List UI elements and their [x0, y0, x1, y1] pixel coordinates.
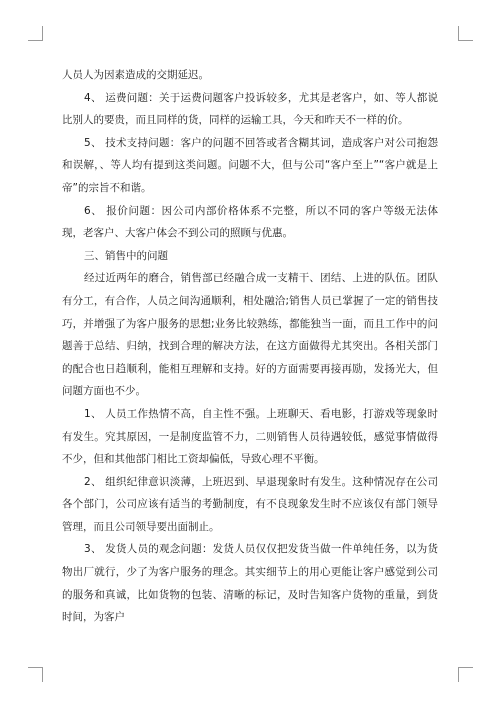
paragraph: 1、 人员工作热情不高，自主性不强。上班聊天、看电影，打游戏等现象时有发生。究其原因，一是制度监管不力，二则销售人员待遇较低，感觉事情做得不少，但和其他部门相比工资却偏低，导致心理不平衡。: [62, 407, 438, 466]
crop-mark-bottom-right: [458, 667, 473, 682]
crop-mark-bottom-left: [28, 667, 43, 682]
paragraph: 人员人为因素造成的交期延迟。: [62, 69, 209, 81]
paragraph: 5、 技术支持问题：客户的问题不回答或者含糊其词，造成客户对公司抱怨和误解，、等人均有提到这类问题。问题不大，但与公司“客户至上”“客户就是上帝”的宗旨不和谐。: [62, 136, 438, 194]
document-body: [62, 64, 438, 629]
crop-mark-top-left: [28, 26, 43, 41]
section-heading: 三、销售中的问题: [84, 249, 169, 262]
paragraph: 2、 组织纪律意识淡薄，上班迟到、早退现象时有发生。这种情况存在公司各个部门，公司应该有适当的考勤制度，有不良现象发生时不应该仅有部门领导管理，而且公司领导要出面制止。: [62, 475, 438, 533]
crop-mark-top-right: [458, 26, 473, 41]
paragraph: 经过近两年的磨合，销售部已经融合成一支精干、团结、上进的队伍。团队有分工，有合作，人员之间沟通顺利，相处融洽;销售人员已掌握了一定的销售技巧，并增强了为客户服务的思想;业务比较熟练，都能独当一面，而且工作中的问题善于总结、归纳，找到合理的解决方法，在这方面做得尤其突出。各相关部门的配合也日趋顺利，能相互理解和支持。好的方面需要再接再励，发扬光大，但问题方面也不少。: [62, 272, 438, 398]
paragraph: 3、 发货人员的观念问题：发货人员仅仅把发货当做一件单纯任务，以为货物出厂就行，少了为客户服务的理念。其实细节上的用心更能让客户感觉到公司的服务和真诚，比如货物的包装、清晰的标记，及时告知客户货物的重量，到货时间，为客户: [62, 543, 438, 624]
paragraph: 6、 报价问题：因公司内部价格体系不完整，所以不同的客户等级无法体现，老客户、大客户体会不到公司的照顾与优惠。: [62, 204, 438, 240]
paragraph: 4、 运费问题：关于运费问题客户投诉较多，尤其是老客户，如、等人都说比别人的要贵，而且同样的货，同样的运输工具，今天和昨天不一样的价。: [62, 91, 438, 127]
